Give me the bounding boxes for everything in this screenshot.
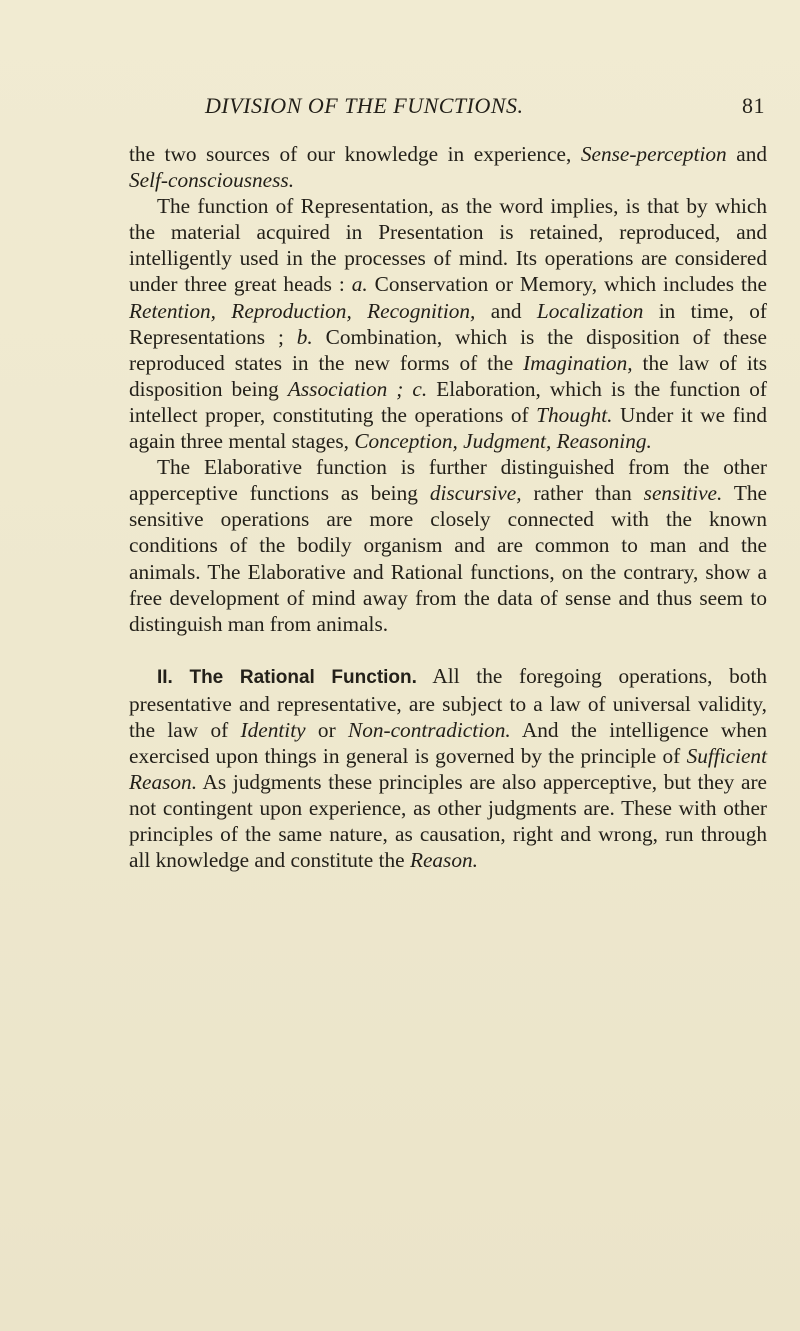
text-run: and — [726, 142, 768, 166]
italic-term: Reason. — [409, 848, 478, 873]
text-run: Combination, which is the disposition of these reproduced states in the new forms of the — [129, 324, 767, 375]
text-run: rather than — [521, 481, 644, 506]
text-run: or — [305, 717, 348, 742]
text-run: All the foregoing operations, both presentative and representative, are subject to a law of universal validity, the law of — [129, 663, 768, 742]
italic-term: sensitive. — [643, 481, 723, 506]
italic-term: discursive, — [429, 481, 522, 506]
italic-term: Sufficient Reason. — [129, 744, 767, 795]
italic-term: Self-consciousness. — [129, 168, 295, 193]
running-head-title: DIVISION OF THE FUNCTIONS. — [205, 93, 524, 118]
page-number: 81 — [742, 93, 765, 118]
text-run: And the intelligence when exercised upon things in general is governed by the principle of — [129, 717, 768, 769]
text-run: the law of its disposition being — [129, 350, 767, 401]
paragraph — [129, 663, 767, 874]
text-run: and — [475, 298, 537, 323]
italic-term: c. — [412, 376, 428, 401]
text-run: The Elaborative function is further distinguished from the other apperceptive functions as being — [129, 455, 767, 506]
italic-term: a. — [351, 272, 368, 297]
body-text — [129, 141, 767, 874]
italic-term: Imagination, — [523, 350, 633, 375]
italic-term: Retention, Reproduction, Recognition, — [129, 298, 476, 323]
paragraph — [129, 193, 767, 454]
italic-term: Association ; — [287, 376, 404, 401]
text-run: The sensitive operations are more closely connected with the known conditions of the bodily organism and are common to man and the animals. The Elaborative and Rational functions, on the contrary, show a free development of mind away from the data of sense and thus seem to distinguish man from animals. — [129, 481, 767, 636]
italic-term: Conception, Judgment, Reasoning. — [354, 429, 652, 454]
italic-term: b. — [296, 324, 313, 349]
running-head — [205, 93, 765, 123]
text-run: Conservation or Memory, which includes the — [367, 272, 767, 297]
text-run: in time, of Representations ; — [129, 298, 767, 349]
text-run: Under it we find again three mental stages, — [129, 402, 767, 454]
italic-term: Thought. — [536, 402, 613, 427]
text-run: As judgments these principles are also apperceptive, but they are not contingent upon experience, as other judgments are. These with other principles of the same nature, as causation, right and wrong, run through all knowledge and constitute the — [129, 770, 767, 873]
italic-term: Identity — [240, 717, 306, 742]
paragraph — [129, 454, 767, 637]
italic-term: Sense-perception — [580, 142, 727, 166]
paragraph — [129, 141, 767, 193]
italic-term: Non-contradiction. — [348, 717, 511, 742]
text-run: the two sources of our knowledge in experience, — [129, 142, 581, 166]
text-run: Elaboration, which is the function of intellect proper, constituting the operations of — [129, 376, 767, 427]
text-run: The function of Representation, as the word implies, is that by which the material acquired in Presentation is retained, reproduced, and intelligently used in the processes of mind. Its operations are considered under three great heads : — [129, 194, 767, 297]
italic-term: Localization — [536, 298, 644, 323]
section-heading: II. The Rational Function. — [157, 666, 417, 688]
